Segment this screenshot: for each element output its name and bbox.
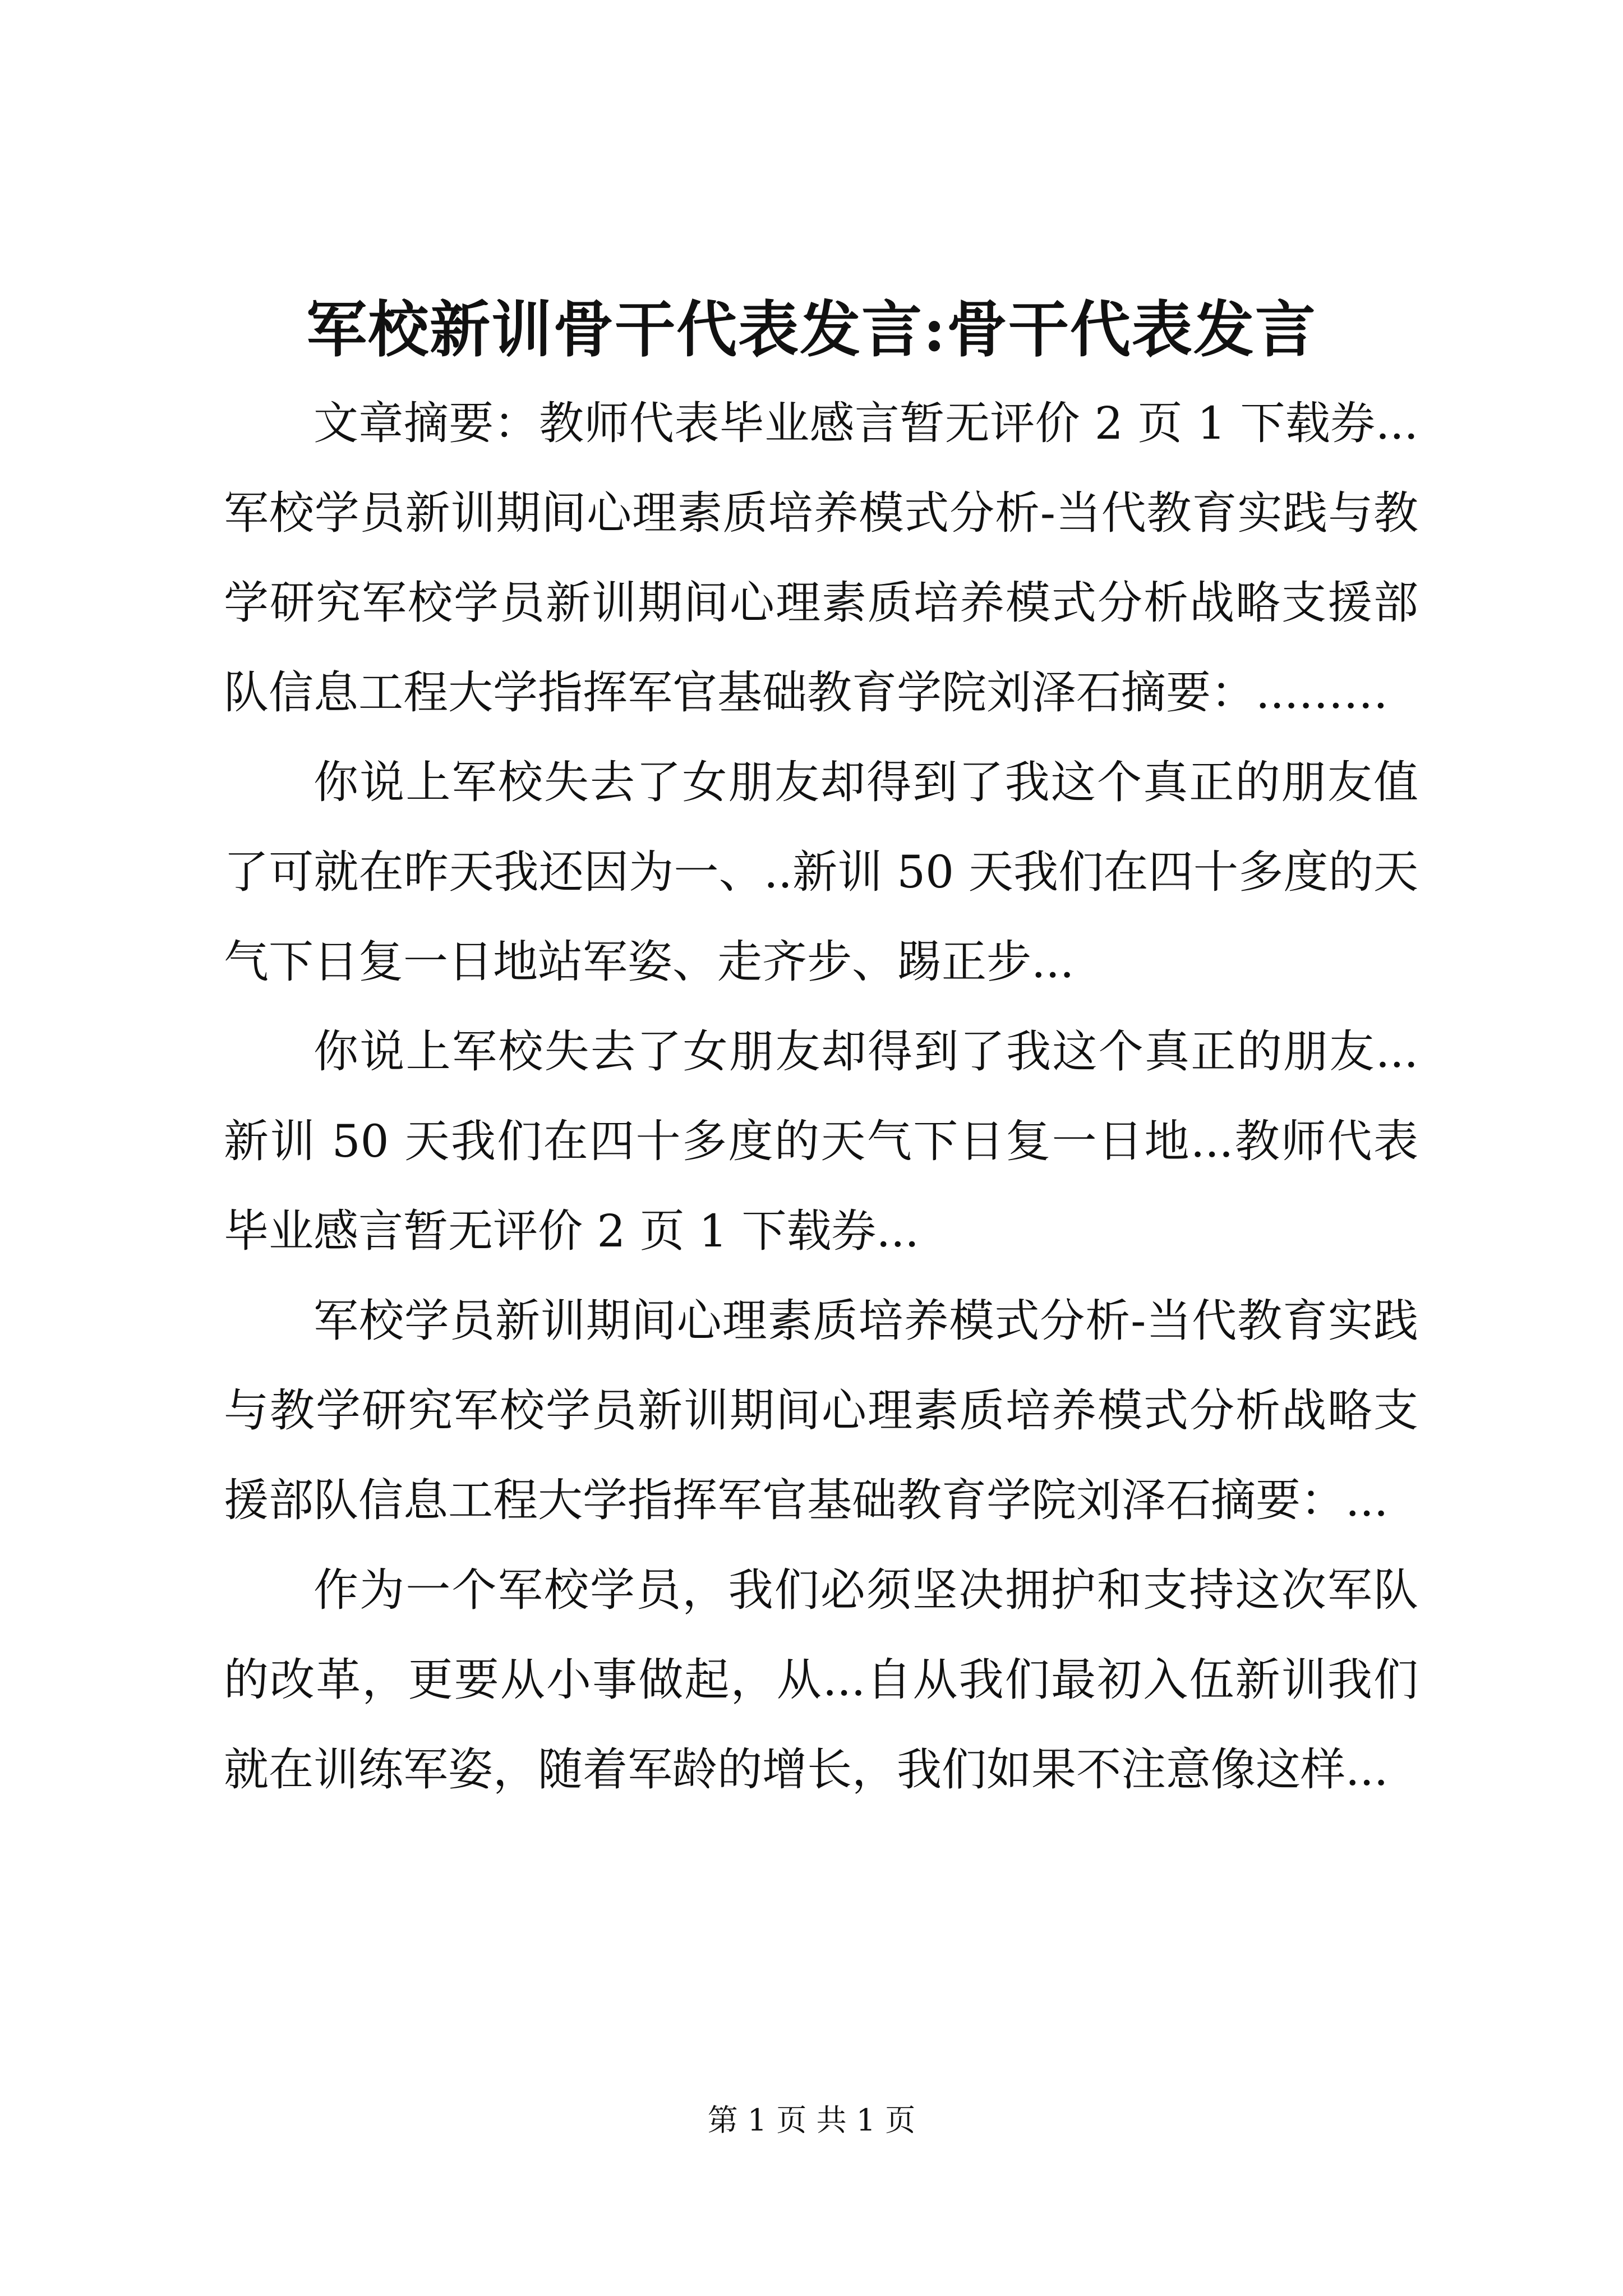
paragraph-2: 你说上军校失去了女朋友却得到了我这个真正的朋友值了可就在昨天我还因为一、..新训 50 天我们在四十多度的天气下日复一日地站军姿、走齐步、踢正步... [224, 756, 1418, 988]
paragraph-1: 文章摘要：教师代表毕业感言暂无评价 2 页 1 下载券...军校学员新训期间心理素质培养模式分析-当代教育实践与教学研究军校学员新训期间心理素质培养模式分析战略支援部队信息工程大学指挥军官基础教育学院刘泽石摘要：...…… [224, 397, 1418, 719]
paragraph-5: 作为一个军校学员，我们必须坚决拥护和支持这次军队的改革，更要从小事做起，从...自从我们最初入伍新训我们就在训练军姿，随着军龄的增长，我们如果不注意像这样... [224, 1564, 1418, 1796]
document-body [224, 379, 1418, 1815]
page-number-footer: 第 1 页 共 1 页 [707, 2102, 916, 2138]
page-title: 军校新训骨干代表发言:骨干代表发言 [306, 295, 1317, 365]
paragraph-3: 你说上军校失去了女朋友却得到了我这个真正的朋友...新训 50 天我们在四十多度的天气下日复一日地...教师代表毕业感言暂无评价 2 页 1 下载券... [224, 1025, 1418, 1257]
paragraph-4: 军校学员新训期间心理素质培养模式分析-当代教育实践与教学研究军校学员新训期间心理素质培养模式分析战略支援部队信息工程大学指挥军官基础教育学院刘泽石摘要：... [224, 1295, 1418, 1526]
